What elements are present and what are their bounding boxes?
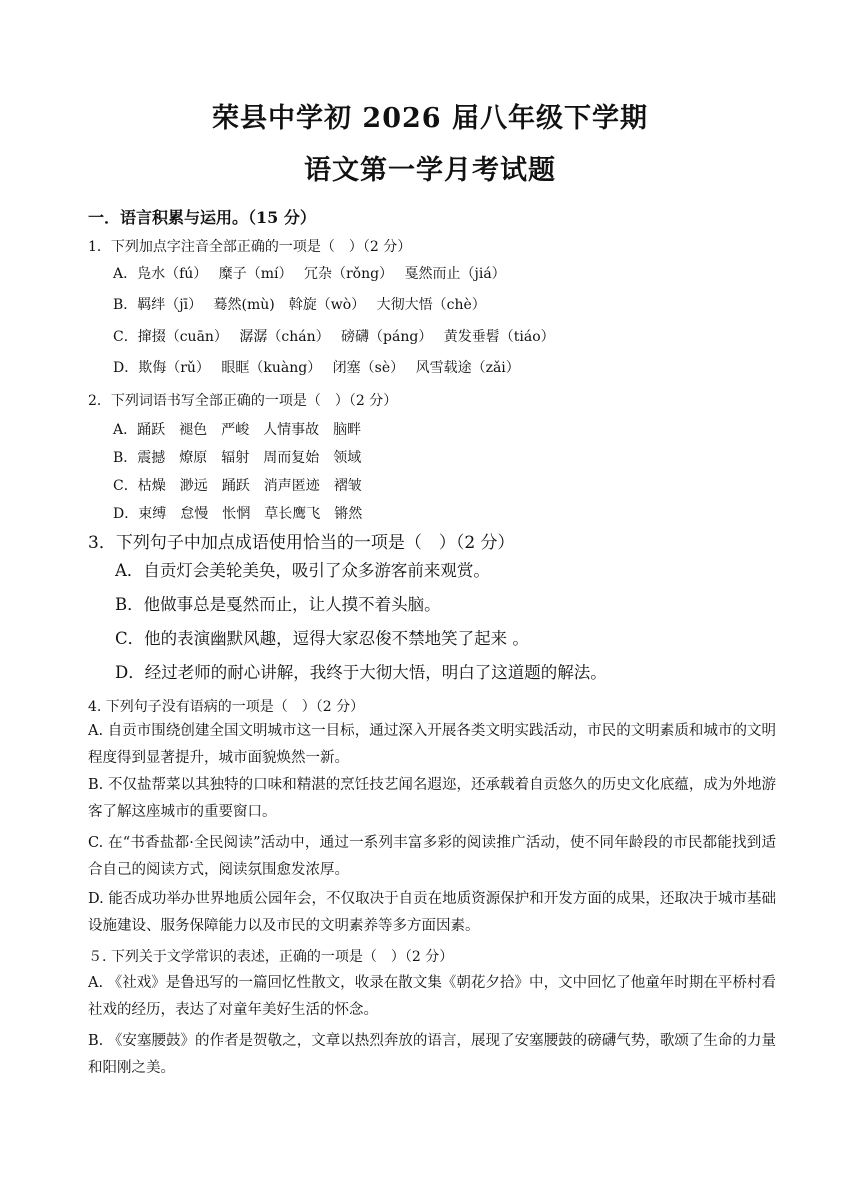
- question-1-option-c: C．撺掇（cuān） 潺潺（chán） 磅礴（páng） 黄发垂髫（tiáo）: [113, 329, 555, 345]
- question-5-option-b: B. 《安塞腰鼓》的作者是贺敬之，文章以热烈奔放的语言，展现了安塞腰鼓的磅礴气势，歌颂了生命的力量和阳刚之美。: [88, 1033, 776, 1076]
- question-3-option-a: A．自贡灯会美轮美奂，吸引了众多游客前来观赏。: [115, 561, 490, 580]
- question-4-option-b: B. 不仅盐帮菜以其独特的口味和精湛的烹饪技艺闻名遐迩，还承载着自贡悠久的历史文化底蕴，成为外地游客了解这座城市的重要窗口。: [88, 777, 776, 820]
- question-3-option-d: D．经过老师的耐心讲解，我终于大彻大悟，明白了这道题的解法。: [115, 663, 607, 682]
- question-1-option-b: B．羁绊（jī） 蓦然(mù) 斡旋（wò） 大彻大悟（chè）: [113, 297, 486, 313]
- question-3-option-c: C．他的表演幽默风趣，逗得大家忍俊不禁地笑了起来 。: [115, 629, 529, 648]
- question-5-stem: ５. 下列关于文学常识的表述，正确的一项是（ ）（2 分）: [88, 949, 454, 965]
- question-3-stem: 3．下列句子中加点成语使用恰当的一项是（ ）（2 分）: [88, 533, 515, 553]
- question-2-stem: 2．下列词语书写全部正确的一项是（ ）（2 分）: [88, 393, 398, 409]
- question-4-option-c: C. 在“书香盐都·全民阅读”活动中，通过一系列丰富多彩的阅读推广活动，使不同年龄段的市民都能找到适合自己的阅读方式，阅读氛围愈发浓厚。: [88, 835, 776, 878]
- section-heading: 一．语言积累与运用。（15 分）: [88, 208, 316, 227]
- question-4-option-a: A. 自贡市围绕创建全国文明城市这一目标，通过深入开展各类文明实践活动，市民的文明素质和城市的文明程度得到显著提升，城市面貌焕然一新。: [88, 723, 776, 766]
- question-5-option-a: A. 《社戏》是鲁迅写的一篇回忆性散文，收录在散文集《朝花夕拾》中，文中回忆了他童年时期在平桥村看社戏的经历，表达了对童年美好生活的怀念。: [88, 975, 776, 1018]
- question-2-option-c: C．枯燥 渺远 踊跃 消声匿迹 褶皱: [113, 478, 362, 494]
- exam-title: 荣县中学初 2026 届八年级下学期: [212, 103, 648, 134]
- question-3-option-b: B．他做事总是戛然而止，让人摸不着头脑。: [115, 595, 441, 614]
- question-1-option-d: D．欺侮（rǔ） 眼眶（kuàng） 闭塞（sè） 风雪载途（zǎi）: [113, 360, 520, 376]
- question-2-option-d: D．束缚 怠慢 怅惘 草长鹰飞 锵然: [113, 506, 363, 522]
- question-1-option-a: A．凫水（fú） 糜子（mí） 冗杂（rǒng） 戛然而止（jiá）: [113, 266, 506, 282]
- question-2-option-a: A．踊跃 褪色 严峻 人情事故 脑畔: [113, 422, 362, 438]
- question-2-option-b: B．震撼 燎原 辐射 周而复始 领域: [113, 450, 362, 466]
- question-4-option-d: D. 能否成功举办世界地质公园年会，不仅取决于自贡在地质资源保护和开发方面的成果，还取决于城市基础设施建设、服务保障能力以及市民的文明素养等多方面因素。: [88, 891, 776, 934]
- question-4-stem: 4. 下列句子没有语病的一项是（ ）（2 分）: [88, 699, 365, 715]
- question-1-stem: 1．下列加点字注音全部正确的一项是（ ）（2 分）: [88, 239, 412, 255]
- exam-subtitle: 语文第一学月考试题: [304, 155, 556, 186]
